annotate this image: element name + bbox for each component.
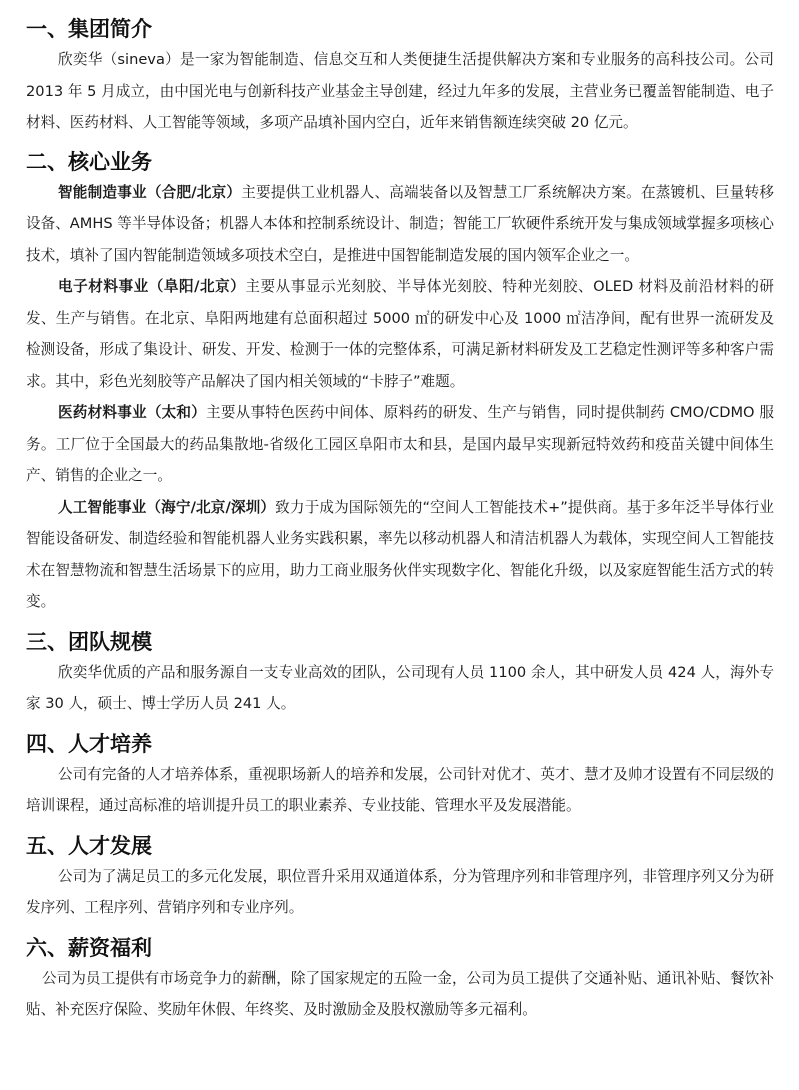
- document-page: [26, 8, 774, 1026]
- paragraph-lead: 人工智能事业（海宁/北京/深圳）: [58, 498, 276, 516]
- section-group-intro: [26, 14, 774, 139]
- paragraph-lead: 电子材料事业（阜阳/北京）: [58, 278, 246, 295]
- section-core-business: [26, 147, 774, 618]
- section-heading: 一、集团简介: [26, 17, 152, 41]
- paragraph-text: 公司为员工提供有市场竞争力的薪酬，除了国家规定的五险一金，公司为员工提供了交通补贴、通讯补贴、餐饮补贴、补充医疗保险、奖励年休假、年终奖、及时激励金及股权激励等多元福利。: [26, 969, 774, 1018]
- section-paragraph: [26, 657, 774, 720]
- paragraph-text: 欣奕华（sineva）是一家为智能制造、信息交互和人类便捷生活提供解决方案和专业服务的高科技公司。公司 2013 年 5 月成立，由中国光电与创新科技产业基金主导创建，经过九年多的发展，主营业务已覆盖智能制造、电子材料、医药材料、人工智能等领域，多项产品填补国内空白，近年来销售额连续突破 20 亿元。: [26, 51, 774, 131]
- section-compensation-benefits: [26, 933, 774, 1026]
- section-heading: 三、团队规模: [26, 629, 152, 654]
- paragraph-text: 主要从事特色医药中间体、原料药的研发、生产与销售，同时提供制药 CMO/CDMO 服务。工厂位于全国最大的药品集散地-省级化工园区阜阳市太和县，是国内最早实现新冠特效药和疫苗关键中间体生产、销售的企业之一。: [26, 404, 774, 484]
- business-paragraph-electronic-materials: [26, 271, 774, 397]
- paragraph-text: 欣奕华优质的产品和服务源自一支专业高效的团队，公司现有人员 1100 余人，其中研发人员 424 人，海外专家 30 人，硕士、博士学历人员 241 人。: [26, 663, 774, 712]
- section-heading: 六、薪资福利: [26, 935, 152, 960]
- section-heading: 二、核心业务: [26, 149, 152, 174]
- business-paragraph-intelligent-manufacturing: [26, 177, 774, 272]
- section-paragraph: [26, 759, 774, 822]
- section-heading: 四、人才培养: [26, 731, 152, 756]
- paragraph-text: 公司有完备的人才培养体系，重视职场新人的培养和发展，公司针对优才、英才、慧才及帅才设置有不同层级的培训课程，通过高标准的培训提升员工的职业素养、专业技能、管理水平及发展潜能。: [26, 765, 774, 814]
- section-team-size: [26, 627, 774, 720]
- section-paragraph: [26, 44, 774, 139]
- paragraph-text: 主要从事显示光刻胶、半导体光刻胶、特种光刻胶、OLED 材料及前沿材料的研发、生产与销售。在北京、阜阳两地建有总面积超过 5000 ㎡的研发中心及 1000 ㎡洁净间，配有世界一流研发及检测设备，形成了集设计、研发、开发、检测于一体的完整体系，可满足新材料研发及工艺稳定性测评等多种客户需求。其中，彩色光刻胶等产品解决了国内相关领域的“卡脖子”难题。: [26, 278, 774, 390]
- business-paragraph-ai: [26, 492, 774, 618]
- section-paragraph: [26, 861, 774, 924]
- paragraph-lead: 医药材料事业（太和）: [58, 404, 207, 421]
- paragraph-text: 公司为了满足员工的多元化发展，职位晋升采用双通道体系，分为管理序列和非管理序列，非管理序列又分为研发序列、工程序列、营销序列和专业序列。: [26, 867, 774, 916]
- paragraph-text: 主要提供工业机器人、高端装备以及智慧工厂系统解决方案。在蒸镀机、巨量转移设备、AMHS 等半导体设备；机器人本体和控制系统设计、制造；智能工厂软硬件系统开发与集成领域掌握多项核心技术，填补了国内智能制造领域多项技术空白，是推进中国智能制造发展的国内领军企业之一。: [26, 183, 774, 264]
- business-paragraph-pharma-materials: [26, 397, 774, 492]
- paragraph-text: 致力于成为国际领先的“空间人工智能技术+”提供商。基于多年泛半导体行业智能设备研发、制造经验和智能机器人业务实践积累，率先以移动机器人和清洁机器人为载体，实现空间人工智能技术在智慧物流和智慧生活场景下的应用，助力工商业服务伙伴实现数字化、智能化升级，以及家庭智能生活方式的转变。: [26, 498, 774, 610]
- section-paragraph: [26, 963, 774, 1026]
- section-talent-development: [26, 831, 774, 924]
- section-talent-training: [26, 729, 774, 822]
- section-heading: 五、人才发展: [26, 833, 152, 858]
- paragraph-lead: 智能制造事业（合肥/北京）: [58, 183, 242, 201]
